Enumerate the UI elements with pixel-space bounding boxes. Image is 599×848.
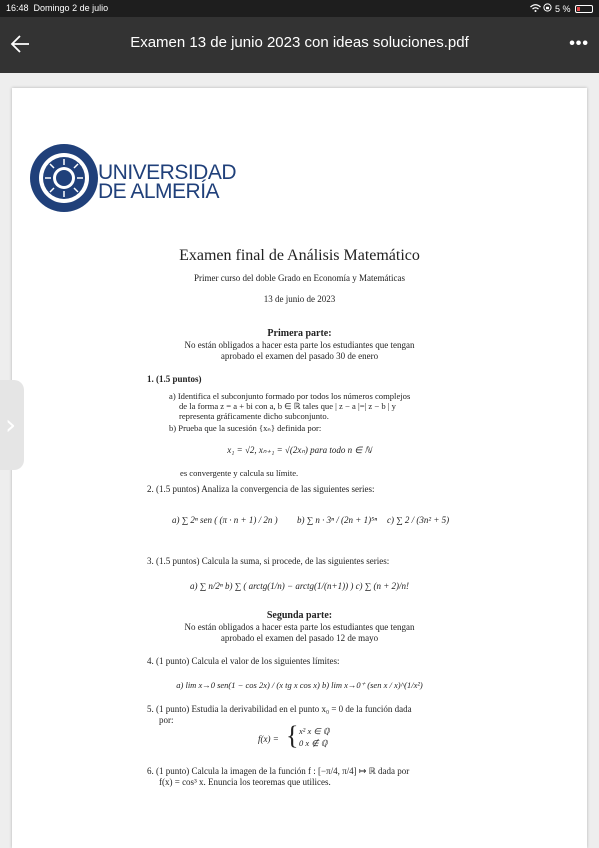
status-bar bbox=[0, 0, 599, 17]
q1a-line2: de la forma z = a + bi con a, b ∈ ℝ tales que | z − a |=| z − b | y bbox=[179, 401, 396, 411]
status-indicators bbox=[530, 3, 593, 14]
part1-note-line1: No están obligados a hacer esta parte los estudiantes que tengan bbox=[184, 340, 415, 350]
q4-formulas: a) lim x→0 sen(1 − cos 2x) / (x tg x cos x) b) lim x→0⁺ (sen x / x)^(1/x²) bbox=[176, 680, 423, 690]
q1b-line: b) Prueba que la sucesión {xₙ} definida por: bbox=[169, 423, 322, 433]
q2-series-a: a) ∑ 2ⁿ sen ( (π · n + 1) / 2n ) bbox=[172, 515, 278, 525]
q5-case1: x² x ∈ ℚ bbox=[299, 726, 330, 736]
q6-line1: 6. (1 punto) Calcula la imagen de la función f : [−π/4, π/4] ↦ ℝ dada por bbox=[147, 766, 410, 776]
q5-case2: 0 x ∉ ℚ bbox=[299, 738, 328, 748]
q5-line2: por: bbox=[159, 715, 174, 725]
q1-heading: 1. (1.5 puntos) bbox=[147, 374, 202, 384]
part1-heading: Primera parte: bbox=[267, 328, 332, 339]
pdf-page bbox=[12, 88, 587, 848]
q3-statement: 3. (1.5 puntos) Calcula la suma, si procede, de las siguientes series: bbox=[147, 556, 390, 566]
more-options-icon[interactable]: ••• bbox=[569, 35, 589, 52]
q2-series-c: c) ∑ 2 / (3n² + 5) bbox=[387, 515, 450, 525]
university-seal-logo bbox=[29, 143, 99, 218]
part2-note-line2: aprobado el examen del pasado 12 de mayo bbox=[220, 633, 379, 643]
status-date: Domingo 2 de julio bbox=[33, 3, 109, 13]
q5-line1: 5. (1 punto) Estudia la derivabilidad en el punto x₀ = 0 de la función dada bbox=[147, 704, 412, 714]
exam-date: 13 de junio de 2023 bbox=[263, 294, 336, 304]
university-name-line2: DE ALMERÍA bbox=[98, 180, 220, 203]
exam-title: Examen final de Análisis Matemático bbox=[179, 247, 420, 264]
exam-subtitle: Primer curso del doble Grado en Economía y Matemáticas bbox=[194, 273, 405, 283]
lock-rotation-icon bbox=[543, 4, 555, 14]
q1b-tail: es convergente y calcula su límite. bbox=[180, 468, 299, 478]
q5-brace: { bbox=[286, 721, 299, 750]
document-title: Examen 13 de junio 2023 con ideas soluciones.pdf bbox=[130, 34, 469, 51]
pdf-viewer[interactable] bbox=[0, 73, 599, 848]
side-panel-handle[interactable] bbox=[0, 380, 24, 470]
status-time: 16:48 bbox=[6, 3, 29, 13]
q4-statement: 4. (1 punto) Calcula el valor de los siguientes límites: bbox=[147, 656, 340, 666]
q1b-formula: x₁ = √2, xₙ₊₁ = √(2xₙ) para todo n ∈ ℕ bbox=[227, 445, 372, 455]
university-name-line1: UNIVERSIDAD bbox=[98, 161, 237, 184]
q1a-line1: a) Identifica el subconjunto formado por todos los números complejos bbox=[169, 391, 411, 401]
title-bar bbox=[0, 17, 599, 73]
q1a-line3: representa gráficamente dicho subconjunto. bbox=[179, 411, 329, 421]
chevron-right-icon: › bbox=[5, 408, 17, 441]
q2-statement: 2. (1.5 puntos) Analiza la convergencia de las siguientes series: bbox=[147, 484, 375, 494]
university-name bbox=[98, 163, 236, 201]
battery-icon bbox=[575, 5, 593, 13]
part2-heading: Segunda parte: bbox=[266, 610, 333, 621]
part2-note-line1: No están obligados a hacer esta parte los estudiantes que tengan bbox=[184, 622, 415, 632]
status-time-date bbox=[6, 3, 108, 13]
q2-series-b: b) ∑ n · 3ⁿ / (2n + 1)⁵ⁿ bbox=[297, 515, 378, 525]
part1-note-line2: aprobado el examen del pasado 30 de enero bbox=[220, 351, 379, 361]
q6-line2: f(x) = cos³ x. Enuncia los teoremas que utilices. bbox=[159, 777, 331, 787]
wifi-icon bbox=[530, 4, 544, 14]
q3-formulas: a) ∑ n/2ⁿ b) ∑ ( arctg(1/n) − arctg(1/(n+1)) ) c) ∑ (n + 2)/n! bbox=[189, 581, 410, 591]
back-arrow-icon[interactable] bbox=[8, 31, 34, 57]
q5-function-name: f(x) = bbox=[258, 734, 279, 744]
battery-percent: 5 % bbox=[554, 4, 571, 14]
